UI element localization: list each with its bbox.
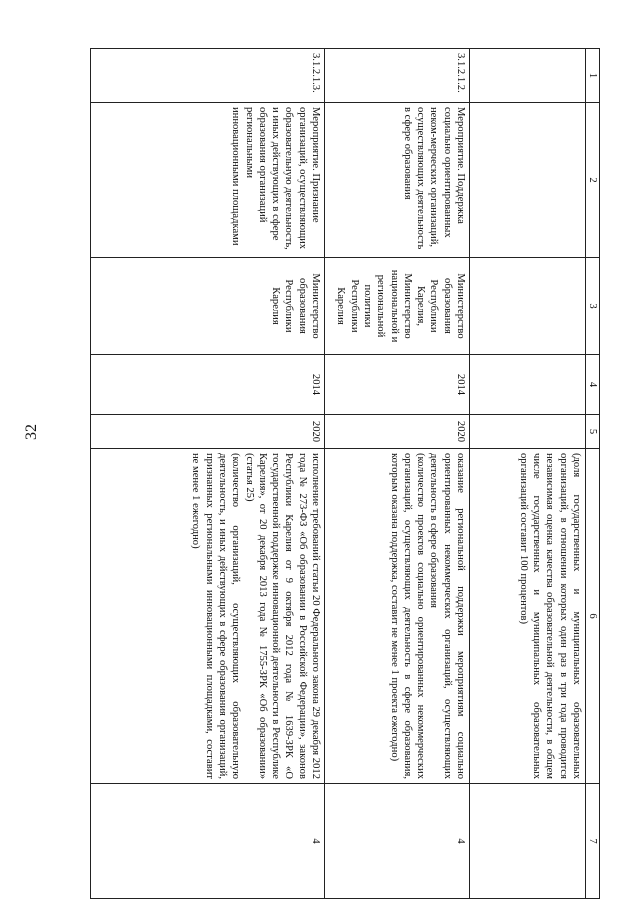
expected-result-indicator: (количество проектов социально ориентированных некоммерческих организаций, осуществляющих деятельность в сфере образования, которым оказана поддержка, составит не менее 1 проекта ежегодно) xyxy=(388,453,427,779)
rotated-table-container xyxy=(90,48,600,898)
row-number-cell xyxy=(470,49,586,103)
table-header-row xyxy=(586,49,600,899)
header-cell: 3 xyxy=(586,258,600,355)
activity-cell: Мероприятие. Признание организаций, осуществляющих образовательную деятельность, и иных действующих в сфере образования организаций региональными инновационными площадками xyxy=(91,103,325,258)
end-year-cell: 2020 xyxy=(325,415,470,449)
expected-result-text: исполнение требований статьи 20 Федерального закона 29 декабря 2012 года № 273-ФЗ «Об образовании в Российской Федерации», законов Республики Карелия от 9 октября 2012 года № 1639-ЗРК «О государственной поддержке инновационной деятельности в Республике Карелия», от 20 декабря 2013 года № 1755-ЗРК «Об образовании» (статья 25) xyxy=(243,453,321,779)
executor-cell: Министерство образования Республики Карелия xyxy=(91,258,325,355)
end-year-cell xyxy=(470,415,586,449)
activity-cell: Мероприятие. Поддержка социально ориентированных неком-мерческих организаций, осуществляющих деятельность в сфере образования xyxy=(325,103,470,258)
end-year-cell: 2020 xyxy=(91,415,325,449)
start-year-cell: 2014 xyxy=(91,355,325,415)
program-activities-table xyxy=(90,48,600,899)
header-cell: 2 xyxy=(586,103,600,258)
table-row xyxy=(325,49,470,899)
header-cell: 5 xyxy=(586,415,600,449)
row-number-cell: 3.1.2.1.2. xyxy=(325,49,470,103)
expected-result-cell xyxy=(91,449,325,784)
start-year-cell xyxy=(470,355,586,415)
executor-cell: Министерство образования Республики Карелия, Министерство национальной и региональной политики Республики Карелия xyxy=(325,258,470,355)
header-cell: 6 xyxy=(586,449,600,784)
expected-result-cell xyxy=(325,449,470,784)
row-number-cell: 3.1.2.1.3. xyxy=(91,49,325,103)
table-row xyxy=(91,49,325,899)
indicator-link-cell: 4 xyxy=(91,784,325,899)
expected-result-text: оказание региональной поддержки мероприятиям социально ориентированных некоммерческих организаций, осуществляющих деятельность в сфере образования xyxy=(428,453,466,779)
indicator-link-cell: 4 xyxy=(325,784,470,899)
activity-cell xyxy=(470,103,586,258)
start-year-cell: 2014 xyxy=(325,355,470,415)
header-cell: 4 xyxy=(586,355,600,415)
indicator-link-cell xyxy=(470,784,586,899)
header-cell: 1 xyxy=(586,49,600,103)
executor-cell xyxy=(470,258,586,355)
expected-result-indicator: (количество организаций, осуществляющих образовательную деятельность, и иных действующих в сфере образования организаций, признанных региональными инновационными площадками, составит не менее 1 ежегодно) xyxy=(190,453,242,779)
expected-result-cell: (доля государственных и муниципальных образовательных организаций, в отношении которых один раз в три года проводится независимая оценка качества образовательной деятельности, в общем числе государственных и муниципальных образовательных организаций составит 100 процентов) xyxy=(470,449,586,784)
page-number: 32 xyxy=(23,424,40,440)
header-cell: 7 xyxy=(586,784,600,899)
table-row xyxy=(470,49,586,899)
